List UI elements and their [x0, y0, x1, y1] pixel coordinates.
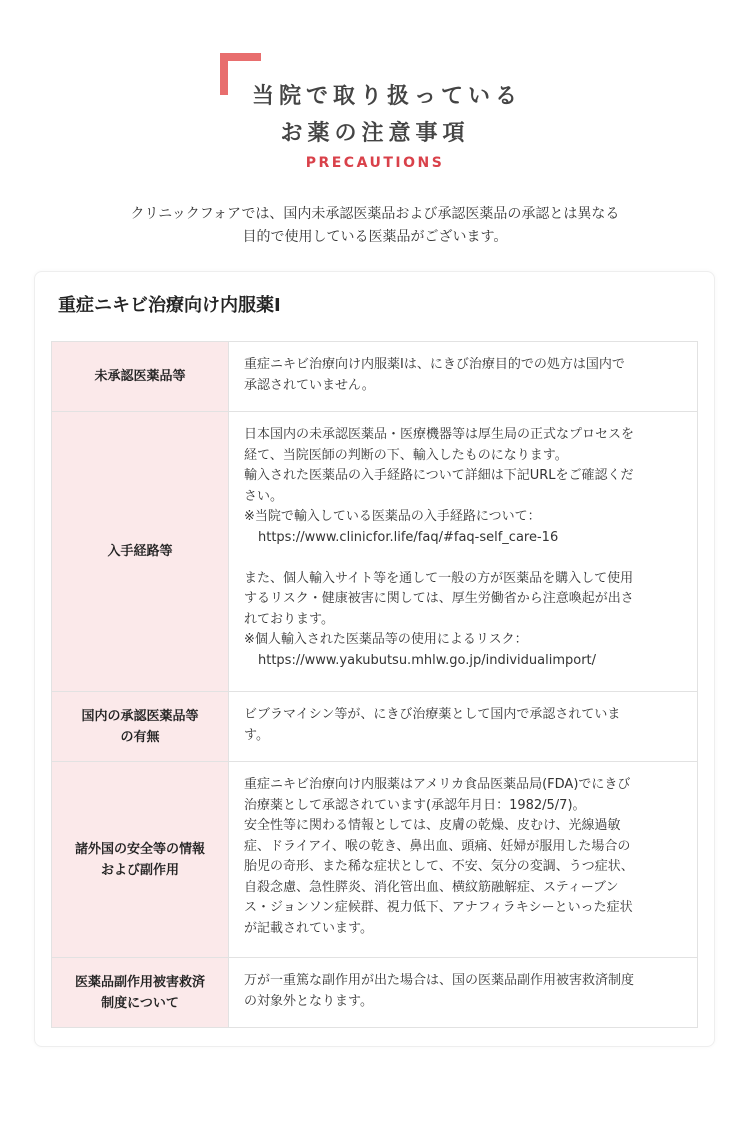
- row-header-line: の有無: [120, 729, 160, 745]
- content-line: れております。: [244, 611, 334, 627]
- table-row: [52, 692, 698, 762]
- row-content: [229, 958, 698, 1028]
- table-row: [52, 762, 698, 958]
- content-line: 輸入された医薬品の入手経路について詳細は下記URLをご確認くだ: [244, 468, 634, 483]
- content-line: 万が一重篤な副作用が出た場合は、国の医薬品副作用被害救済制度: [244, 973, 635, 988]
- content-line: ※当院で輸入している医薬品の入手経路について：: [244, 509, 541, 524]
- content-line: 治療薬として承認されています(承認年月日：1982/5/7)。: [244, 797, 586, 813]
- content-line: 承認されていません。: [244, 377, 375, 393]
- content-line: 経て、当院医師の判断の下、輸入したものになります。: [244, 447, 568, 463]
- content-line: また、個人輸入サイト等を通して一般の方が医薬品を購入して使用: [244, 570, 634, 586]
- table-row: [52, 958, 698, 1028]
- content-line: が記載されています。: [244, 920, 373, 936]
- content-line: す。: [244, 727, 269, 743]
- row-header-line: 諸外国の安全等の情報: [74, 841, 205, 857]
- precaution-table: [51, 341, 698, 1028]
- page-subtitle: PRECAUTIONS: [305, 155, 445, 171]
- row-header: [52, 958, 229, 1028]
- table-row: [52, 342, 698, 412]
- content-line: するリスク・健康被害に関しては、厚生労働省から注意喚起が出さ: [244, 591, 634, 606]
- row-header-line: 医薬品副作用被害救済: [74, 974, 205, 990]
- intro-text: [0, 203, 750, 249]
- content-line: 重症ニキビ治療向け内服薬はアメリカ食品医薬品局(FDA)でにきび: [244, 777, 631, 792]
- mhlw-url: https://www.yakubutsu.mhlw.go.jp/individualimport/: [258, 652, 597, 668]
- intro-line: 目的で使用している医薬品がございます。: [242, 229, 508, 245]
- content-line: 安全性等に関わる情報としては、皮膚の乾燥、皮むけ、光線過敏: [244, 818, 621, 833]
- row-header-line: 国内の承認医薬品等: [81, 708, 199, 724]
- content-line: 胎児の奇形、また稀な症状として、不安、気分の変調、うつ症状、: [244, 859, 634, 874]
- content-line: さい。: [244, 488, 284, 504]
- row-header: [52, 762, 229, 958]
- content-line: ※個人輸入された医薬品等の使用によるリスク：: [244, 632, 528, 647]
- clinic-faq-url: https://www.clinicfor.life/faq/#faq-self_care-16: [258, 529, 559, 545]
- intro-line: クリニックフォアでは、国内未承認医薬品および承認医薬品の承認とは異なる: [130, 206, 620, 222]
- row-header: 入手経路等: [52, 412, 229, 692]
- content-line: ス・ジョンソン症候群、視力低下、アナフィラキシーといった症状: [244, 900, 633, 915]
- content-line: 自殺念慮、急性膵炎、消化管出血、横紋筋融解症、スティーブン: [244, 879, 619, 895]
- paragraph-spacer: [244, 548, 683, 569]
- content-line: ビブラマイシン等が、にきび治療薬として国内で承認されていま: [244, 707, 621, 722]
- page-title-line1: 当院で取り扱っている: [251, 84, 522, 109]
- card-title: 重症ニキビ治療向け内服薬Ⅰ: [58, 295, 281, 316]
- row-header: 未承認医薬品等: [52, 342, 229, 412]
- content-line: 重症ニキビ治療向け内服薬Ⅰは、にきび治療目的での処方は国内で: [244, 357, 625, 372]
- row-header-line: 制度について: [101, 995, 179, 1011]
- content-line: の対象外となります。: [244, 993, 373, 1009]
- row-content: [229, 412, 698, 692]
- page-title-line2: お薬の注意事項: [280, 121, 470, 146]
- row-content: [229, 342, 698, 412]
- content-line: 日本国内の未承認医薬品・医療機器等は厚生局の正式なプロセスを: [244, 427, 635, 442]
- table-row: [52, 412, 698, 692]
- row-content: [229, 692, 698, 762]
- content-line: 症、ドライアイ、喉の乾き、鼻出血、頭痛、妊婦が服用した場合の: [244, 838, 631, 854]
- row-header: [52, 692, 229, 762]
- row-header-line: および副作用: [100, 862, 179, 878]
- row-content: [229, 762, 698, 958]
